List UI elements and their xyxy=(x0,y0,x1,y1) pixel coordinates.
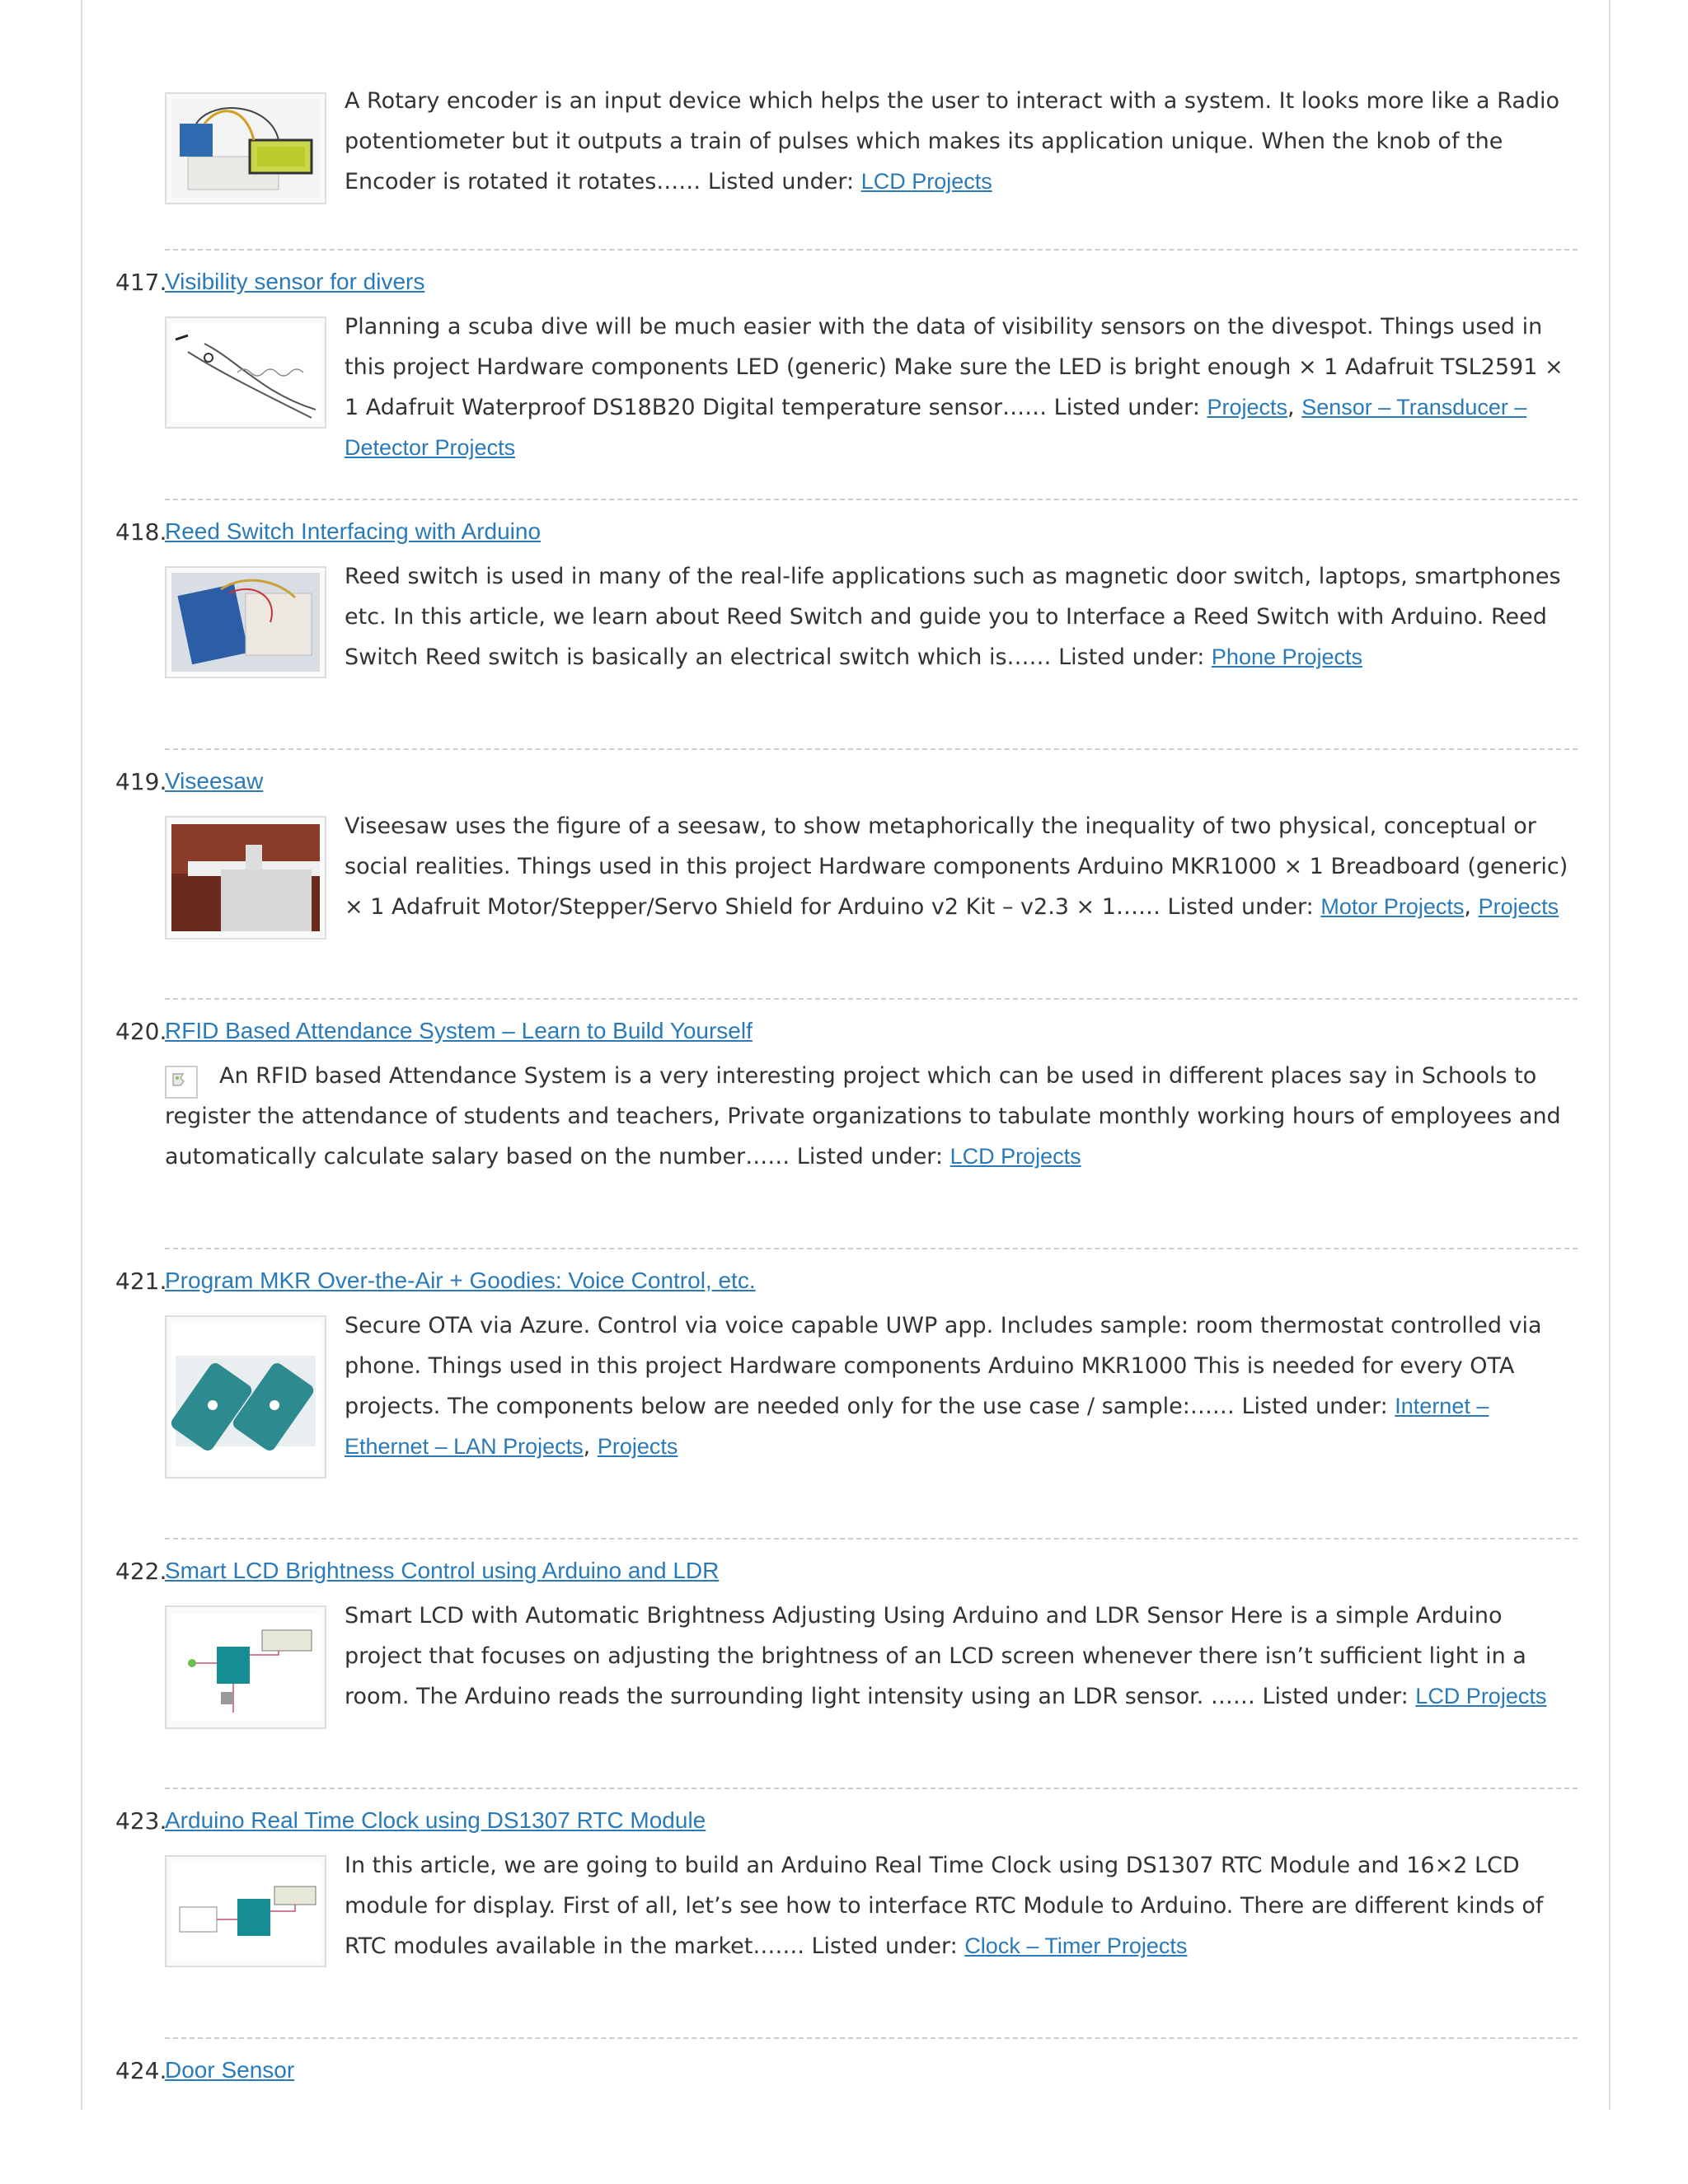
project-description xyxy=(345,556,1578,677)
entry-title-link[interactable]: Door Sensor xyxy=(165,2057,295,2083)
category-link[interactable]: Sensor – Transducer – Detector Projects xyxy=(345,395,1527,460)
mkr-boards-icon xyxy=(171,1322,320,1472)
divider xyxy=(165,998,1578,1000)
entry-title-link[interactable]: Reed Switch Interfacing with Arduino xyxy=(165,518,542,544)
arduino-lcd-breadboard-icon xyxy=(171,99,320,198)
project-list xyxy=(82,79,1615,2105)
description-text: Secure OTA via Azure. Control via voice capable UWP app. Includes sample: room thermostat controlled via phone. Things used in this project Hardware components Arduino MKR1000 This is needed for every OTA projects. The components below are needed only for the use case / sample:…… Listed under: xyxy=(345,1313,1542,1419)
divider xyxy=(165,2037,1578,2039)
entry-number: 423. xyxy=(115,1807,167,1835)
description-text: An RFID based Attendance System is a very interesting project which can be used in different places say in Schools to register the attendance of students and teachers, Private organizations to tabulate monthly working hours of employees and automatically calculate salary based on the number…… Listed under: xyxy=(165,1063,1561,1169)
project-thumbnail[interactable] xyxy=(165,316,326,429)
project-thumbnail[interactable] xyxy=(165,1855,326,1967)
category-link[interactable]: Internet – Ethernet – LAN Projects xyxy=(345,1394,1489,1459)
page-container xyxy=(81,0,1611,2110)
rtc-circuit-icon xyxy=(171,1862,320,1961)
category-link[interactable]: Clock – Timer Projects xyxy=(964,1933,1188,1958)
project-description: Planning a scuba dive will be much easier with the data of visibility sensors on the divespot. Things used in this project Hardware components LED (generic) Make sure the LED is bright enough × 1 Adafruit TSL2591 × 1 Adafruit Waterproof DS18B20 Digital temperature sensor…… Listed under: Projects, Sensor – Transducer – Detector Projects xyxy=(345,314,1564,460)
project-thumbnail[interactable] xyxy=(165,92,326,204)
category-link[interactable]: LCD Projects xyxy=(950,1144,1081,1169)
project-thumbnail[interactable] xyxy=(165,1605,326,1729)
category-link[interactable]: Projects xyxy=(1478,894,1559,919)
project-thumbnail[interactable] xyxy=(165,816,326,940)
list-item xyxy=(82,249,1615,499)
list-item xyxy=(82,998,1615,1248)
list-item xyxy=(82,499,1615,748)
category-link[interactable]: Motor Projects xyxy=(1320,894,1465,919)
project-description xyxy=(165,1056,1574,1177)
list-item xyxy=(82,1788,1615,2037)
project-description xyxy=(345,1845,1578,1966)
list-item xyxy=(82,748,1615,998)
divider xyxy=(165,1538,1578,1540)
list-item xyxy=(82,1538,1615,1788)
seesaw-photo-icon xyxy=(171,823,320,933)
entry-number: 418. xyxy=(115,518,167,546)
entry-title-link[interactable]: Arduino Real Time Clock using DS1307 RTC Module xyxy=(165,1807,706,1833)
category-link[interactable]: LCD Projects xyxy=(1415,1684,1547,1708)
ldr-circuit-icon xyxy=(171,1612,320,1722)
category-link[interactable]: Projects xyxy=(597,1434,678,1459)
divider xyxy=(165,1248,1578,1249)
entry-number: 417. xyxy=(115,269,167,296)
entry-number: 424. xyxy=(115,2057,167,2084)
entry-title-link[interactable]: Viseesaw xyxy=(165,768,264,794)
category-link[interactable]: Phone Projects xyxy=(1211,644,1363,669)
list-item xyxy=(82,1248,1615,1538)
visibility-diagram-icon xyxy=(171,323,320,422)
entry-number: 421. xyxy=(115,1268,167,1295)
divider xyxy=(165,499,1578,500)
divider xyxy=(165,1788,1578,1789)
description-text: In this article, we are going to build an Arduino Real Time Clock using DS1307 RTC Module and 16×2 LCD module for display. First of all, let’s see how to interface RTC Module to Arduino. There are different kinds of RTC modules available in the market……. Listed under: xyxy=(345,1853,1544,1959)
project-thumbnail[interactable] xyxy=(165,566,326,678)
project-description: Secure OTA via Azure. Control via voice capable UWP app. Includes sample: room thermostat controlled via phone. Things used in this project Hardware components Arduino MKR1000 This is needed for every OTA projects. The components below are needed only for the use case / sample:…… Listed under: Internet – Ethernet – LAN Projects, Projects xyxy=(345,1313,1542,1460)
category-link[interactable]: LCD Projects xyxy=(860,169,992,194)
project-description xyxy=(345,81,1578,202)
project-description: Viseesaw uses the figure of a seesaw, to show metaphorically the inequality of two physical, conceptual or social realities. Things used in this project Hardware components Arduino MKR1000 × 1 Breadboard (generic) × 1 Adafruit Motor/Stepper/Servo Shield for Arduino v2 Kit – v2.3 × 1…… Listed under: Motor Projects, Projects xyxy=(345,813,1568,920)
entry-number: 422. xyxy=(115,1558,167,1585)
entry-title-link[interactable]: Smart LCD Brightness Control using Arduino and LDR xyxy=(165,1558,720,1583)
entry-header xyxy=(82,2037,1615,2105)
divider xyxy=(165,748,1578,750)
entry-number: 420. xyxy=(115,1018,167,1045)
project-thumbnail[interactable] xyxy=(165,1315,326,1479)
description-text: A Rotary encoder is an input device which helps the user to interact with a system. It looks more like a Radio potentiometer but it outputs a train of pulses which makes its application unique. When the knob of the Encoder is rotated it rotates…… Listed under: xyxy=(345,88,1560,194)
entry-title-link[interactable]: Program MKR Over-the-Air + Goodies: Voice Control, etc. xyxy=(165,1268,756,1293)
entry-number: 419. xyxy=(115,768,167,795)
list-item xyxy=(82,79,1615,249)
list-item xyxy=(82,2037,1615,2105)
arduino-reed-switch-icon xyxy=(171,573,320,672)
project-description xyxy=(345,1596,1578,1717)
description-text: Planning a scuba dive will be much easier with the data of visibility sensors on the divespot. Things used in this project Hardware components LED (generic) Make sure the LED is bright enough × 1 Adafruit TSL2591 × 1 Adafruit Waterproof DS18B20 Digital temperature sensor…… Listed under: xyxy=(345,314,1564,420)
divider xyxy=(165,249,1578,251)
entry-title-link[interactable]: RFID Based Attendance System – Learn to Build Yourself xyxy=(165,1018,753,1043)
description-text: Reed switch is used in many of the real-life applications such as magnetic door switch, laptops, smartphones etc. In this article, we learn about Reed Switch and guide you to Interface a Reed Switch with Arduino. Reed Switch Reed switch is basically an electrical switch which is…… Listed under: xyxy=(345,564,1561,670)
description-text: Smart LCD with Automatic Brightness Adjusting Using Arduino and LDR Sensor Here is a simple Arduino project that focuses on adjusting the brightness of an LCD screen whenever there isn’t sufficient light in a room. The Arduino reads the surrounding light intensity using an LDR sensor. …… Listed under: xyxy=(345,1603,1526,1709)
entry-title-link[interactable]: Visibility sensor for divers xyxy=(165,269,425,294)
description-text: Viseesaw uses the figure of a seesaw, to show metaphorically the inequality of two physical, conceptual or social realities. Things used in this project Hardware components Arduino MKR1000 × 1 Breadboard (generic) × 1 Adafruit Motor/Stepper/Servo Shield for Arduino v2 Kit – v2.3 × 1…… Listed under: xyxy=(345,813,1568,920)
category-link[interactable]: Projects xyxy=(1207,395,1288,419)
